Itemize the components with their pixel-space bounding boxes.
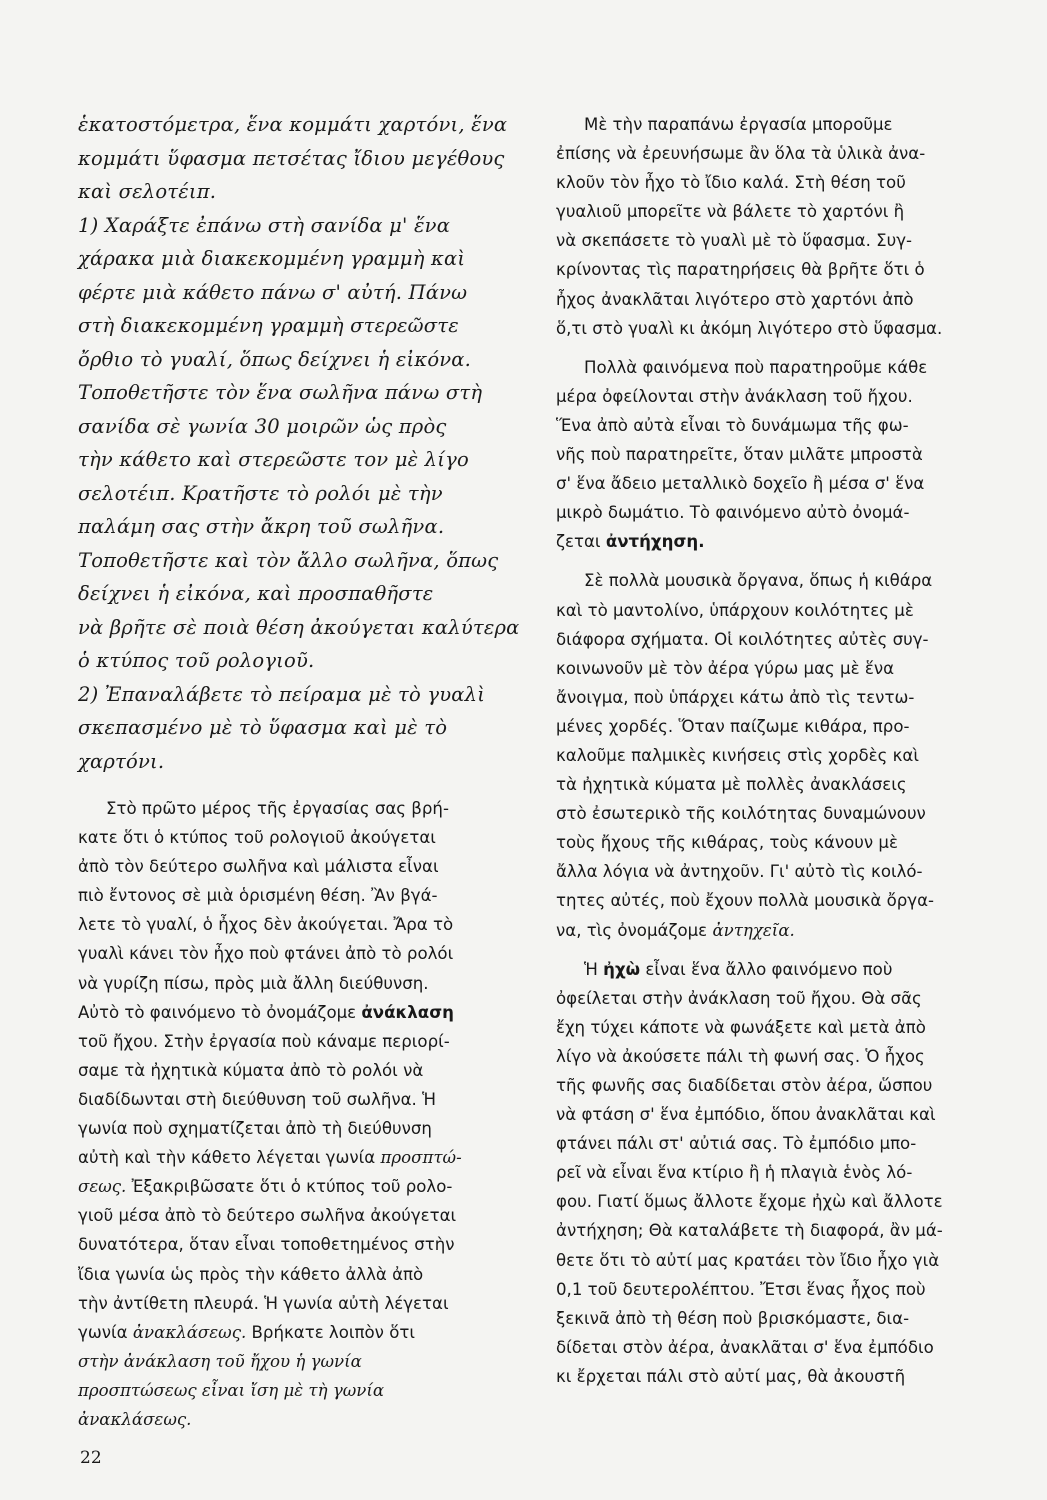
text-line: ρεῖ νὰ εἶναι ἕνα κτίριο ἢ ἡ πλαγιὰ ἑνὸς λό- bbox=[556, 1163, 913, 1183]
text-line: ξεκινᾶ ἀπὸ τὴ θέση ποὺ βρισκόμαστε, δια- bbox=[556, 1308, 910, 1328]
paragraph-instruments bbox=[556, 566, 1026, 944]
term-resonance: ἀντήχηση. bbox=[605, 532, 705, 552]
text-line: φτάνει πάλι στ' αὐτιά σας. Τὸ ἐμπόδιο μπο- bbox=[556, 1134, 917, 1154]
text-line: μικρὸ δωμάτιο. Τὸ φαινόμενο αὐτὸ ὀνομά- bbox=[556, 503, 910, 523]
text-line: θετε ὅτι τὸ αὐτί μας κρατάει τὸν ἴδιο ἦχο γιὰ bbox=[556, 1250, 940, 1270]
text-line: φέρτε μιὰ κάθετο πάνω σ' αὐτή. Πάνω bbox=[78, 280, 468, 304]
text-line: καὶ σελοτέιπ. bbox=[78, 180, 217, 203]
text-line: τοῦ ἤχου. Στὴν ἐργασία ποὺ κάναμε περιορί- bbox=[78, 1031, 450, 1051]
text-line: στὸ ἐσωτερικὸ τῆς κοιλότητας δυναμώνουν bbox=[556, 804, 926, 824]
text-line: καὶ τὸ μαντολίνο, ὑπάρχουν κοιλότητες μὲ bbox=[556, 600, 914, 620]
text-line: Μὲ τὴν παραπάνω ἐργασία μποροῦμε bbox=[584, 115, 893, 134]
text-line: διάφορα σχήματα. Οἱ κοιλότητες αὐτὲς συγ- bbox=[556, 629, 929, 649]
text-line: σανίδα σὲ γωνία 30 μοιρῶν ὡς πρὸς bbox=[78, 414, 447, 438]
text-line: διαδίδωνται στὴ διεύθυνση τοῦ σωλῆνα. Ἡ bbox=[78, 1089, 436, 1109]
text-line: ἔχη τύχει κάποτε νὰ φωνάξετε καὶ μετὰ ἀπὸ bbox=[556, 1017, 926, 1037]
text-line: σκεπασμένο μὲ τὸ ὕφασμα καὶ μὲ τὸ bbox=[78, 716, 448, 739]
text-line bbox=[556, 955, 1026, 984]
text-line: νὰ βρῆτε σὲ ποιὰ θέση ἀκούγεται καλύτερα bbox=[78, 615, 520, 639]
text-line: τῆς φωνῆς σας διαδίδεται στὸν ἀέρα, ὥσπου bbox=[556, 1076, 933, 1095]
text-line: σελοτέιπ. Κρατῆστε τὸ ρολόι μὲ τὴν bbox=[78, 481, 443, 505]
text-line: πιὸ ἔντονος σὲ μιὰ ὁρισμένη θέση. Ἂν βγά- bbox=[78, 886, 438, 906]
text-line: Ἕνα ἀπὸ αὐτὰ εἶναι τὸ δυνάμωμα τῆς φω- bbox=[556, 415, 909, 435]
text-line: νῆς ποὺ παρατηρεῖτε, ὅταν μιλᾶτε μπροστὰ bbox=[556, 445, 923, 465]
text-line: κοινωνοῦν μὲ τὸν ἀέρα γύρω μας μὲ ἕνα bbox=[556, 658, 895, 678]
text-line: νὰ φτάση σ' ἕνα ἐμπόδιο, ὅπου ἀνακλᾶται καὶ bbox=[556, 1105, 936, 1125]
text-line: σαμε τὰ ἠχητικὰ κύματα ἀπὸ τὸ ρολόι νὰ bbox=[78, 1060, 424, 1080]
paragraph-materials bbox=[556, 110, 1026, 343]
page-number: 22 bbox=[80, 1448, 102, 1468]
text-line: νὰ σκεπάσετε τὸ γυαλὶ μὲ τὸ ὕφασμα. Συγ- bbox=[556, 231, 913, 251]
left-column bbox=[78, 108, 540, 1429]
text-line: ὄρθιο τὸ γυαλί, ὅπως δείχνει ἡ εἰκόνα. bbox=[78, 347, 472, 371]
text-line: μέρα ὀφείλονται στὴν ἀνάκλαση τοῦ ἤχου. bbox=[556, 386, 913, 406]
text-line: τὴν κάθετο καὶ στερεῶστε τον μὲ λίγο bbox=[78, 448, 469, 471]
text-span: αὐτὴ καὶ τὴν κάθετο λέγεται γωνία bbox=[78, 1148, 376, 1168]
text-line: ἀντήχηση; Θὰ καταλάβετε τὴ διαφορά, ἂν μά- bbox=[556, 1221, 943, 1241]
text-span: ζεται bbox=[556, 532, 601, 552]
paragraph-gap bbox=[556, 945, 1026, 955]
text-line: χαρτόνι. bbox=[78, 749, 165, 773]
text-span: Ἐξακριβῶσατε ὅτι ὁ κτύπος τοῦ ρολο- bbox=[131, 1177, 453, 1197]
text-span: γωνία bbox=[78, 1322, 128, 1342]
text-line: τοὺς ἤχους τῆς κιθάρας, τοὺς κάνουν μὲ bbox=[556, 833, 898, 853]
text-span: Βρήκατε λοιπὸν ὅτι bbox=[251, 1322, 415, 1342]
text-line: σ' ἕνα ἄδειο μεταλλικὸ δοχεῖο ἢ μέσα σ' ἕνα bbox=[556, 474, 925, 494]
text-line: ἀπὸ τὸν δεύτερο σωλῆνα καὶ μάλιστα εἶναι bbox=[78, 857, 439, 877]
text-line: δυνατότερα, ὅταν εἶναι τοποθετημένος στὴν bbox=[78, 1235, 455, 1255]
text-line: ὀφείλεται στὴν ἀνάκλαση τοῦ ἤχου. Θὰ σᾶς bbox=[556, 988, 922, 1008]
text-line: λετε τὸ γυαλί, ὁ ἦχος δὲν ἀκούγεται. Ἄρα τὸ bbox=[78, 915, 454, 935]
text-line: τὴν ἀντίθετη πλευρά. Ἡ γωνία αὐτὴ λέγεται bbox=[78, 1293, 449, 1313]
right-column bbox=[556, 110, 1026, 1391]
text-line: ὁ κτύπος τοῦ ρολογιοῦ. bbox=[78, 649, 315, 672]
law-line: προσπτώσεως εἶναι ἴση μὲ τὴ γωνία bbox=[78, 1380, 385, 1400]
text-line: 0,1 τοῦ δευτερολέπτου. Ἔτσι ἕνας ἦχος ποὺ bbox=[556, 1279, 926, 1299]
text-line: ἄνοιγμα, ποὺ ὑπάρχει κάτω ἀπὸ τὶς τεντω- bbox=[556, 687, 915, 707]
law-line: στὴν ἀνάκλαση τοῦ ἤχου ἡ γωνία bbox=[78, 1351, 362, 1371]
text-line: λίγο νὰ ἀκούσετε πάλι τὴ φωνή σας. Ὁ ἦχος bbox=[556, 1046, 925, 1066]
text-line: δίδεται στὸν ἀέρα, ἀνακλᾶται σ' ἕνα ἐμπόδιο bbox=[556, 1337, 934, 1357]
text-line: ἴδια γωνία ὡς πρὸς τὴν κάθετο ἀλλὰ ἀπὸ bbox=[78, 1264, 424, 1284]
text-line: κατε ὅτι ὁ κτύπος τοῦ ρολογιοῦ ἀκούγεται bbox=[78, 828, 436, 848]
text-span: Ἡ bbox=[584, 959, 598, 979]
text-line: καλοῦμε παλμικὲς κινήσεις στὶς χορδὲς καὶ bbox=[556, 745, 919, 765]
text-line: φου. Γιατί ὅμως ἄλλοτε ἔχομε ἠχὼ καὶ ἄλλοτε bbox=[556, 1192, 943, 1212]
text-line: Πολλὰ φαινόμενα ποὺ παρατηροῦμε κάθε bbox=[584, 357, 928, 377]
text-line bbox=[556, 916, 1026, 945]
text-line bbox=[556, 527, 1026, 556]
term-reflection-angle: ἀνακλάσεως. bbox=[132, 1322, 247, 1342]
text-line: παλάμη σας στὴν ἄκρη τοῦ σωλῆνα. bbox=[78, 515, 445, 538]
text-line: μένες χορδές. Ὅταν παίζωμε κιθάρα, προ- bbox=[556, 716, 910, 736]
text-line: γιοῦ μέσα ἀπὸ τὸ δεύτερο σωλῆνα ἀκούγεται bbox=[78, 1206, 457, 1226]
text-line: ἑκατοστόμετρα, ἕνα κομμάτι χαρτόνι, ἕνα bbox=[78, 113, 508, 136]
text-span: να, τὶς ὀνομάζομε bbox=[556, 920, 708, 940]
text-line: 1) Χαράξτε ἐπάνω στὴ σανίδα μ' ἕνα bbox=[78, 213, 451, 237]
text-line: 2) Ἐπαναλάβετε τὸ πείραμα μὲ τὸ γυαλὶ bbox=[78, 682, 486, 706]
reflection-explanation bbox=[78, 794, 540, 1434]
text-line: γυαλὶ κάνει τὸν ἦχο ποὺ φτάνει ἀπὸ τὸ ρολόι bbox=[78, 944, 454, 964]
paragraph-gap bbox=[556, 343, 1026, 353]
text-span: Αὐτὸ τὸ φαινόμενο τὸ ὀνομάζομε bbox=[78, 1002, 357, 1022]
text-line: ἄλλα λόγια νὰ ἀντηχοῦν. Γι' αὐτὸ τὶς κοιλό- bbox=[556, 862, 923, 882]
text-line: τὰ ἠχητικὰ κύματα μὲ πολλὲς ἀνακλάσεις bbox=[556, 775, 907, 795]
text-line: ὅ,τι στὸ γυαλὶ κι ἀκόμη λιγότερο στὸ ὕφασμα. bbox=[556, 318, 943, 338]
text-line: κι ἔρχεται πάλι στὸ αὐτί μας, θὰ ἀκουστῆ bbox=[556, 1366, 906, 1386]
term-incidence: προσπτώ- bbox=[380, 1148, 462, 1168]
text-line: τητες αὐτές, ποὺ ἔχουν πολλὰ μουσικὰ ὄργα- bbox=[556, 891, 935, 911]
text-span: εἶναι ἕνα ἄλλο φαινόμενο ποὺ bbox=[645, 959, 893, 979]
text-line: κρίνοντας τὶς παρατηρήσεις θὰ βρῆτε ὅτι ὁ bbox=[556, 260, 925, 280]
text-line: Τοποθετῆστε καὶ τὸν ἄλλο σωλῆνα, ὅπως bbox=[78, 548, 499, 572]
paragraph-gap bbox=[556, 556, 1026, 566]
text-line: κομμάτι ὕφασμα πετσέτας ἴδιου μεγέθους bbox=[78, 146, 505, 170]
text-line: γωνία ποὺ σχηματίζεται ἀπὸ τὴ διεύθυνση bbox=[78, 1119, 432, 1139]
text-line: δείχνει ἡ εἰκόνα, καὶ προσπαθῆστε bbox=[78, 582, 434, 605]
text-line: ἦχος ἀνακλᾶται λιγότερο στὸ χαρτόνι ἀπὸ bbox=[556, 289, 914, 309]
text-line: γυαλιοῦ μπορεῖτε νὰ βάλετε τὸ χαρτόνι ἢ bbox=[556, 202, 905, 222]
text-line: χάρακα μιὰ διακεκομμένη γραμμὴ καὶ bbox=[78, 247, 466, 270]
text-line: νὰ γυρίζη πίσω, πρὸς μιὰ ἄλλη διεύθυνση. bbox=[78, 973, 429, 993]
paragraph-echo bbox=[556, 955, 1026, 1391]
text-line: ἐπίσης νὰ ἐρευνήσωμε ἂν ὅλα τὰ ὑλικὰ ἀνα- bbox=[556, 144, 926, 164]
term-reflection: ἀνάκλαση bbox=[361, 1002, 454, 1022]
text-line: Τοποθετῆστε τὸν ἕνα σωλῆνα πάνω στὴ bbox=[78, 381, 483, 404]
text-line bbox=[78, 998, 540, 1027]
text-line bbox=[78, 1318, 540, 1347]
text-line: κλοῦν τὸν ἦχο τὸ ἴδιο καλά. Στὴ θέση τοῦ bbox=[556, 173, 906, 193]
experiment-instructions bbox=[78, 108, 540, 778]
term-echo: ἠχὼ bbox=[603, 959, 641, 979]
text-line bbox=[78, 1143, 540, 1172]
paragraph-resonance bbox=[556, 353, 1026, 557]
text-line bbox=[78, 1172, 540, 1201]
text-line: στὴ διακεκομμένη γραμμὴ στερεῶστε bbox=[78, 314, 459, 337]
text-line: Σὲ πολλὰ μουσικὰ ὄργανα, ὅπως ἡ κιθάρα bbox=[584, 571, 933, 591]
law-line: ἀνακλάσεως. bbox=[78, 1409, 192, 1429]
term-incidence-end: σεως. bbox=[78, 1177, 127, 1197]
text-line: Στὸ πρῶτο μέρος τῆς ἐργασίας σας βρή- bbox=[106, 799, 449, 818]
term-resonators: ἀντηχεῖα. bbox=[712, 920, 795, 940]
